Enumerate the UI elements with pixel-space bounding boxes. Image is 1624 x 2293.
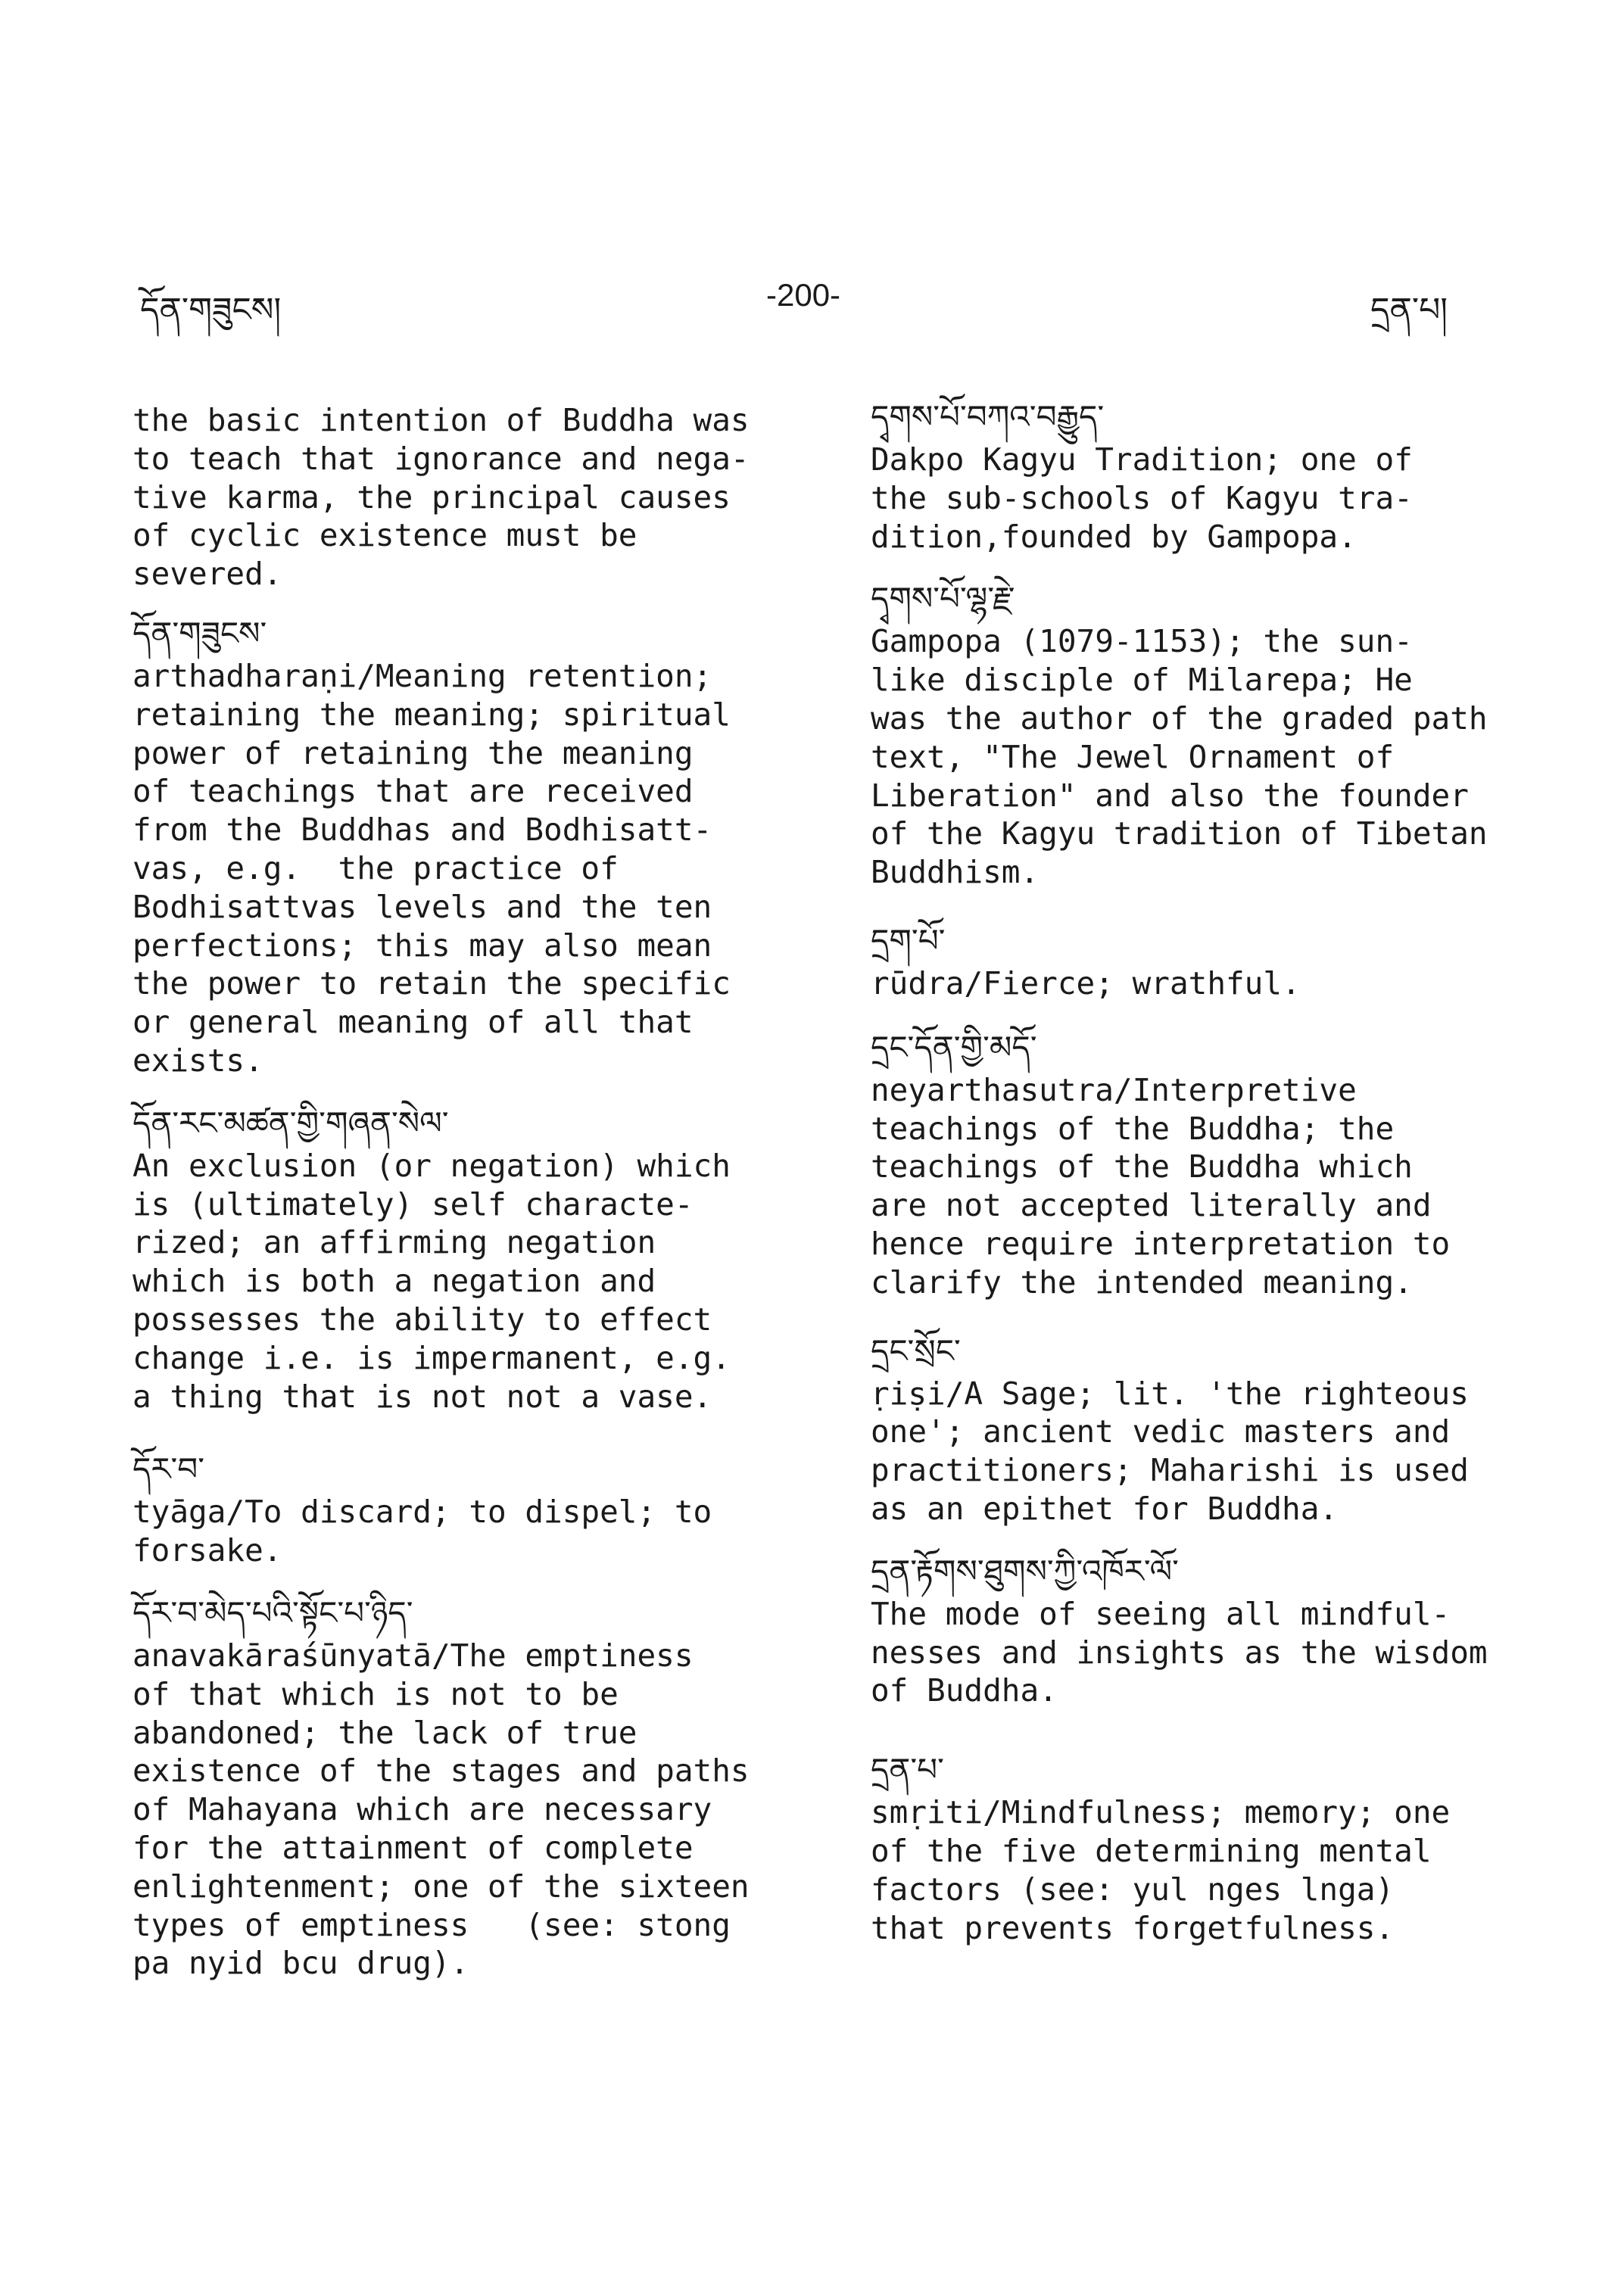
tibetan-term: དྲང་དོན་གྱི་མདོ་ [871, 1028, 1037, 1066]
glossary-entry [132, 401, 799, 594]
tibetan-term: དོན་གཟུངས་ [132, 614, 267, 652]
glossary-entry [132, 610, 799, 1080]
entry-definition: anavakāraśūnyatā/The emptiness of that which is not to be abandoned; the lack of true existence of the stages and paths of Mahayana which are necessary for the attainment of complete enlightenment; one of the sixteen types of emptiness (see: stong pa nyid bcu drug). [132, 1637, 750, 1982]
entry-definition: the basic intention of Buddha was to teach that ignorance and nega- tive karma, the principal causes of cyclic existence must be severed. [132, 402, 750, 593]
glossary-entry [871, 1328, 1537, 1528]
tibetan-term: དྭགས་པོ་བཀའ་བརྒྱུད་ [871, 398, 1105, 435]
glossary-entry [132, 1446, 799, 1570]
entry-definition: Dakpo Kagyu Tradition; one of the sub-schools of Kagyu tra- dition,founded by Gampopa. [871, 441, 1413, 555]
tibetan-term: དྲག་པོ་ [871, 921, 946, 959]
glossary-entry [871, 1548, 1537, 1710]
entry-definition: ṛiṣi/A Sage; lit. 'the righteous one'; ancient vedic masters and practitioners; Maharishi is used as an epithet for Buddha. [871, 1375, 1469, 1527]
tibetan-term: དྲན་པ་ [871, 1751, 944, 1789]
tibetan-term: དྭགས་པོ་ལྷ་རྗེ་ [871, 580, 1015, 618]
header-right-term: དྲན་པ། [1370, 291, 1448, 329]
entry-definition: neyarthasutra/Interpretive teachings of the Buddha; the teachings of the Buddha which are not accepted literally and hence require interpretation to clarify the intended meaning. [871, 1071, 1451, 1301]
tibetan-term: དོན་རང་མཚན་གྱི་གཞན་སེལ་ [132, 1104, 449, 1142]
tibetan-term: དྲང་སྲོང་ [871, 1332, 961, 1369]
entry-definition: An exclusion (or negation) which is (ultimately) self characte- rized; an affirming negation which is both a negation and possesses the ability to effect change i.e. is impermanent, e.g. a thing that is not not a vase. [132, 1147, 731, 1415]
glossary-entry [132, 1100, 799, 1416]
glossary-entry [871, 575, 1537, 892]
entry-definition: Gampopa (1079-1153); the sun- like disciple of Milarepa; He was the author of the graded path text, "The Jewel Ornament of Liberation" and also the founder of the Kagyu tradition of Tibetan Buddhism. [871, 623, 1488, 891]
left-column [132, 401, 799, 2002]
entry-definition: rūdra/Fierce; wrathful. [871, 964, 1301, 1002]
glossary-entry [132, 1590, 799, 1983]
glossary-entry [871, 1024, 1537, 1302]
running-header [0, 273, 1624, 333]
entry-definition: The mode of seeing all mindful- nesses and insights as the wisdom of Buddha. [871, 1595, 1488, 1709]
glossary-entry [871, 1746, 1537, 1947]
tibetan-term: དོར་བ་མེད་པའི་སྟོང་པ་ཉིད་ [132, 1594, 413, 1631]
entry-definition: smṛiti/Mindfulness; memory; one of the five determining mental factors (see: yul nges lnga) that prevents forgetfulness. [871, 1794, 1451, 1946]
tibetan-term: དྲན་རྟོགས་ཐུགས་ཀྱི་འཁོར་ལོ་ [871, 1552, 1179, 1590]
header-left-term: དོན་གཟུངས། [140, 291, 282, 329]
glossary-entry [871, 918, 1537, 1003]
tibetan-term: དོར་བ་ [132, 1450, 205, 1488]
entry-definition: tyāga/To discard; to dispel; to forsake. [132, 1494, 712, 1569]
right-column [871, 394, 1537, 1967]
page-number: -200- [766, 277, 841, 313]
glossary-entry [871, 394, 1537, 556]
entry-definition: arthadharaṇi/Meaning retention; retaining the meaning; spiritual power of retaining the meaning of teachings that are received from the Buddhas and Bodhisatt- vas, e.g. the practice of Bodhisattvas levels and the ten perfections; this may also mean the power to retain the specific or general meaning of all that exists. [132, 657, 731, 1079]
